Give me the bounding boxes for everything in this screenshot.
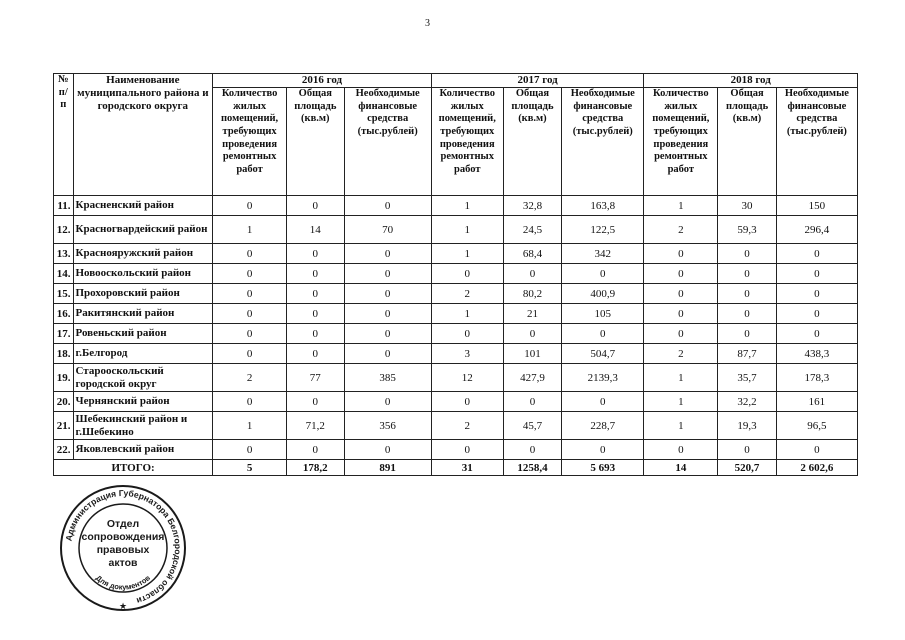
total-value: 891 [344, 460, 431, 476]
cell-value: 1 [644, 364, 718, 392]
cell-value: 0 [562, 440, 644, 460]
district-name: Ракитянский район [73, 304, 213, 324]
cell-value: 35,7 [718, 364, 777, 392]
cell-value: 87,7 [718, 344, 777, 364]
total-row [54, 460, 858, 476]
cell-value: 12 [431, 364, 503, 392]
stamp-star-icon: ★ [118, 601, 128, 611]
table-row [54, 412, 858, 440]
total-value: 5 693 [562, 460, 644, 476]
header-name: Наименование муниципального района и городского округа [73, 74, 213, 196]
cell-value: 0 [213, 264, 287, 284]
cell-value: 0 [431, 440, 503, 460]
table-row [54, 344, 858, 364]
cell-value: 0 [776, 324, 857, 344]
row-number: 11. [54, 196, 74, 216]
cell-value: 105 [562, 304, 644, 324]
total-value: 14 [644, 460, 718, 476]
cell-value: 0 [644, 324, 718, 344]
row-number: 21. [54, 412, 74, 440]
cell-value: 438,3 [776, 344, 857, 364]
total-value: 178,2 [287, 460, 344, 476]
header-num: № п/п [54, 74, 74, 196]
cell-value: 0 [776, 304, 857, 324]
header-count-2016: Количество жилых помещений, требующих проведения ремонтных работ [213, 88, 287, 196]
cell-value: 0 [503, 392, 562, 412]
header-area-2018: Общая площадь (кв.м) [718, 88, 777, 196]
cell-value: 0 [213, 196, 287, 216]
cell-value: 0 [344, 392, 431, 412]
cell-value: 0 [718, 264, 777, 284]
cell-value: 0 [287, 304, 344, 324]
cell-value: 2139,3 [562, 364, 644, 392]
stamp-line-4: актов [108, 557, 138, 569]
cell-value: 1 [213, 216, 287, 244]
district-name: г.Белгород [73, 344, 213, 364]
cell-value: 2 [644, 216, 718, 244]
cell-value: 385 [344, 364, 431, 392]
district-name: Краснояружский район [73, 244, 213, 264]
cell-value: 0 [562, 392, 644, 412]
cell-value: 0 [776, 244, 857, 264]
district-name: Старооскольский городской округ [73, 364, 213, 392]
table-row [54, 264, 858, 284]
cell-value: 0 [644, 244, 718, 264]
row-number: 16. [54, 304, 74, 324]
stamp-ring-text: Администрация Губернатора Белгородской области [63, 487, 184, 607]
cell-value: 0 [503, 440, 562, 460]
row-number: 15. [54, 284, 74, 304]
cell-value: 3 [431, 344, 503, 364]
cell-value: 0 [718, 440, 777, 460]
cell-value: 0 [718, 324, 777, 344]
cell-value: 96,5 [776, 412, 857, 440]
cell-value: 24,5 [503, 216, 562, 244]
header-count-2018: Количество жилых помещений, требующих проведения ремонтных работ [644, 88, 718, 196]
cell-value: 0 [213, 324, 287, 344]
cell-value: 178,3 [776, 364, 857, 392]
total-value: 5 [213, 460, 287, 476]
cell-value: 0 [213, 304, 287, 324]
row-number: 22. [54, 440, 74, 460]
cell-value: 0 [344, 244, 431, 264]
cell-value: 0 [344, 440, 431, 460]
cell-value: 0 [431, 264, 503, 284]
cell-value: 0 [344, 344, 431, 364]
cell-value: 0 [776, 284, 857, 304]
total-value: 31 [431, 460, 503, 476]
row-number: 17. [54, 324, 74, 344]
cell-value: 0 [431, 324, 503, 344]
cell-value: 80,2 [503, 284, 562, 304]
header-count-2017: Количество жилых помещений, требующих проведения ремонтных работ [431, 88, 503, 196]
district-name: Новооскольский район [73, 264, 213, 284]
row-number: 13. [54, 244, 74, 264]
district-name: Ровеньский район [73, 324, 213, 344]
row-number: 12. [54, 216, 74, 244]
cell-value: 504,7 [562, 344, 644, 364]
header-year-2016: 2016 год [213, 74, 432, 88]
cell-value: 1 [431, 304, 503, 324]
cell-value: 0 [287, 440, 344, 460]
cell-value: 19,3 [718, 412, 777, 440]
cell-value: 71,2 [287, 412, 344, 440]
cell-value: 0 [562, 324, 644, 344]
row-number: 19. [54, 364, 74, 392]
page-number: 3 [425, 18, 430, 29]
cell-value: 0 [213, 392, 287, 412]
total-value: 1258,4 [503, 460, 562, 476]
header-funds-2017: Необходимые финансовые средства (тыс.рублей) [562, 88, 644, 196]
district-name: Яковлевский район [73, 440, 213, 460]
cell-value: 122,5 [562, 216, 644, 244]
cell-value: 30 [718, 196, 777, 216]
table-row [54, 196, 858, 216]
header-area-2017: Общая площадь (кв.м) [503, 88, 562, 196]
cell-value: 0 [344, 324, 431, 344]
table-row [54, 284, 858, 304]
cell-value: 161 [776, 392, 857, 412]
cell-value: 0 [776, 264, 857, 284]
row-number: 18. [54, 344, 74, 364]
stamp-line-3: правовых [96, 544, 150, 556]
cell-value: 0 [287, 324, 344, 344]
cell-value: 400,9 [562, 284, 644, 304]
cell-value: 45,7 [503, 412, 562, 440]
cell-value: 0 [644, 304, 718, 324]
cell-value: 2 [431, 284, 503, 304]
cell-value: 0 [503, 264, 562, 284]
header-funds-2016: Необходимые финансовые средства (тыс.рублей) [344, 88, 431, 196]
cell-value: 1 [644, 196, 718, 216]
table-row [54, 216, 858, 244]
total-value: 2 602,6 [776, 460, 857, 476]
cell-value: 0 [644, 440, 718, 460]
cell-value: 0 [213, 284, 287, 304]
cell-value: 21 [503, 304, 562, 324]
cell-value: 342 [562, 244, 644, 264]
cell-value: 0 [644, 284, 718, 304]
header-year-2018: 2018 год [644, 74, 858, 88]
stamp-bottom-text: Для документов [94, 573, 152, 592]
cell-value: 296,4 [776, 216, 857, 244]
stamp-line-1: Отдел [106, 518, 140, 530]
cell-value: 0 [644, 264, 718, 284]
cell-value: 163,8 [562, 196, 644, 216]
district-name: Красногвардейский район [73, 216, 213, 244]
cell-value: 59,3 [718, 216, 777, 244]
cell-value: 0 [562, 264, 644, 284]
stamp-line-2: сопровождения [81, 531, 165, 543]
cell-value: 0 [718, 304, 777, 324]
table-row [54, 440, 858, 460]
cell-value: 0 [287, 284, 344, 304]
cell-value: 427,9 [503, 364, 562, 392]
cell-value: 0 [213, 244, 287, 264]
cell-value: 68,4 [503, 244, 562, 264]
cell-value: 1 [431, 216, 503, 244]
cell-value: 150 [776, 196, 857, 216]
district-name: Чернянский район [73, 392, 213, 412]
cell-value: 0 [344, 284, 431, 304]
table-row [54, 324, 858, 344]
cell-value: 0 [503, 324, 562, 344]
cell-value: 0 [287, 264, 344, 284]
cell-value: 0 [718, 244, 777, 264]
cell-value: 0 [287, 344, 344, 364]
cell-value: 0 [287, 244, 344, 264]
cell-value: 1 [644, 392, 718, 412]
header-funds-2018: Необходимые финансовые средства (тыс.рублей) [776, 88, 857, 196]
cell-value: 0 [776, 440, 857, 460]
cell-value: 0 [287, 196, 344, 216]
cell-value: 228,7 [562, 412, 644, 440]
cell-value: 0 [431, 392, 503, 412]
cell-value: 14 [287, 216, 344, 244]
cell-value: 101 [503, 344, 562, 364]
cell-value: 0 [287, 392, 344, 412]
cell-value: 0 [213, 344, 287, 364]
cell-value: 356 [344, 412, 431, 440]
cell-value: 0 [718, 284, 777, 304]
cell-value: 70 [344, 216, 431, 244]
cell-value: 0 [344, 264, 431, 284]
cell-value: 1 [644, 412, 718, 440]
cell-value: 1 [431, 196, 503, 216]
table-row [54, 304, 858, 324]
table-row [54, 392, 858, 412]
cell-value: 2 [213, 364, 287, 392]
cell-value: 32,8 [503, 196, 562, 216]
repair-needs-table [53, 73, 858, 476]
cell-value: 32,2 [718, 392, 777, 412]
cell-value: 1 [431, 244, 503, 264]
table-row [54, 364, 858, 392]
cell-value: 0 [344, 304, 431, 324]
cell-value: 77 [287, 364, 344, 392]
header-year-2017: 2017 год [431, 74, 644, 88]
header-area-2016: Общая площадь (кв.м) [287, 88, 344, 196]
cell-value: 1 [213, 412, 287, 440]
row-number: 14. [54, 264, 74, 284]
district-name: Красненский район [73, 196, 213, 216]
total-value: 520,7 [718, 460, 777, 476]
cell-value: 0 [213, 440, 287, 460]
total-label: ИТОГО: [54, 460, 213, 476]
district-name: Прохоровский район [73, 284, 213, 304]
cell-value: 2 [431, 412, 503, 440]
district-name: Шебекинский район и г.Шебекино [73, 412, 213, 440]
row-number: 20. [54, 392, 74, 412]
official-stamp [58, 483, 188, 613]
cell-value: 0 [344, 196, 431, 216]
cell-value: 2 [644, 344, 718, 364]
table-row [54, 244, 858, 264]
